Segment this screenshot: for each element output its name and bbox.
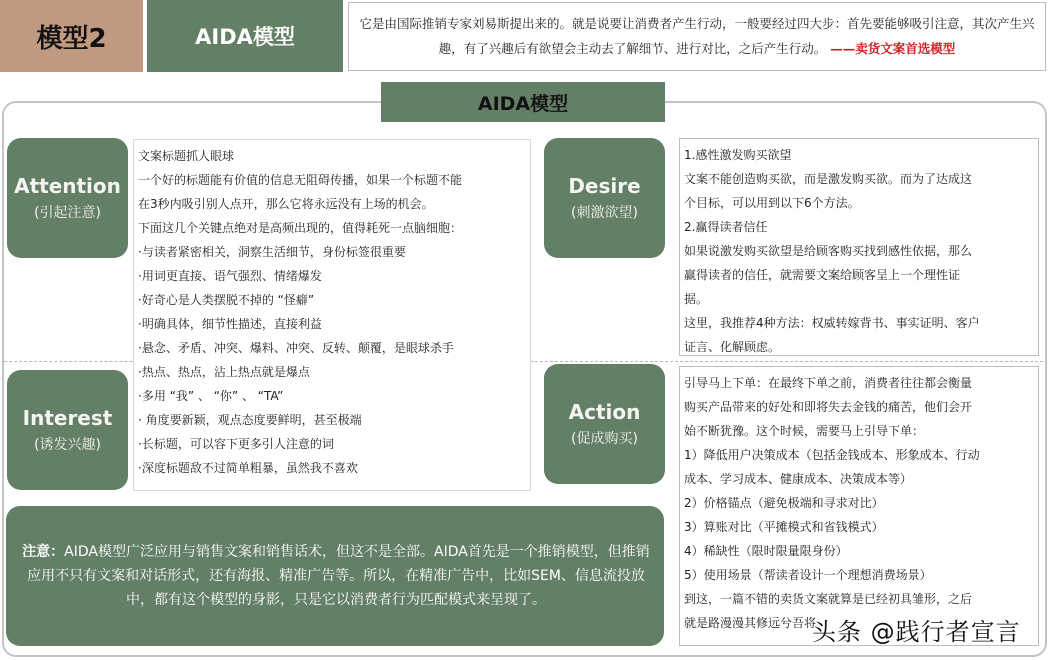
stage-action — [544, 364, 665, 484]
text-line: ·热点、热点，沾上热点就是爆点 — [138, 365, 310, 379]
text-line: 据。 — [684, 292, 709, 306]
stage-desire-en: Desire — [568, 174, 641, 198]
text-line: 赢得读者的信任，就需要文案给顾客呈上一个理性证 — [684, 268, 961, 282]
text-line: 到这，一篇不错的卖货文案就算是已经初具雏形，之后 — [684, 592, 973, 606]
text-line: 购买产品带来的好处和即将失去金钱的痛苦，他们会开 — [684, 400, 973, 414]
text-line: ·与读者紧密相关，洞察生活细节，身份标签很重要 — [138, 245, 406, 259]
stage-interest-cn: (诱发兴趣) — [34, 437, 101, 453]
text-line: 在3秒内吸引别人点开，那么它将永远没有上场的机会。 — [138, 197, 434, 211]
text-line: 3）算账对比（平摊模式和省钱模式） — [684, 520, 884, 534]
text-line: ·悬念、矛盾、冲突、爆料、冲突、反转、颠覆，是眼球杀手 — [138, 341, 454, 355]
text-line: ·多用 “我” 、 “你” 、 “TA” — [138, 389, 284, 403]
text-line: 下面这几个关键点绝对是高频出现的，值得耗死一点脑细胞： — [138, 221, 463, 235]
intro-box — [348, 2, 1046, 71]
stage-action-en: Action — [568, 400, 641, 424]
text-line: 1.感性激发购买欲望 — [684, 148, 792, 162]
text-line: ·深度标题敌不过简单粗暴，虽然我不喜欢 — [138, 461, 358, 475]
text-line: 1）降低用户决策成本（包括金钱成本、形象成本、行动 — [684, 448, 980, 462]
note-box — [6, 506, 664, 646]
stage-attention — [7, 138, 128, 258]
stage-desire-cn: (刺激欲望) — [571, 205, 638, 221]
text-line: 始不断犹豫。这个时候，需要马上引导下单： — [684, 424, 925, 438]
text-line: 2）价格锚点（避免极端和寻求对比） — [684, 496, 884, 510]
stage-action-cn: (促成购买) — [571, 431, 638, 447]
stage-interest — [7, 370, 128, 490]
text-line: 证言、化解顾虑。 — [684, 340, 781, 354]
text-line: 就是路漫漫其修远兮吾将 — [684, 616, 817, 630]
intro-slogan: ——卖货文案首选模型 — [830, 41, 956, 56]
text-line: 4）稀缺性（限时限量限身份） — [684, 544, 848, 558]
text-line: 文案标题抓人眼球 — [138, 149, 235, 163]
stage-attention-en: Attention — [14, 174, 121, 198]
attention-interest-text — [133, 139, 531, 491]
note-label: 注意： — [22, 544, 65, 560]
note-text: AIDA模型广泛应用与销售文案和销售话术，但这不是全部。AIDA首先是一个推销模型，但推销应用不只有文案和对话形式，还有海报、精准广告等。所以，在精准广告中，比如SEM、信息流投放中，都有这个模型的身影，只是它以消费者行为匹配模式来呈现了。 — [27, 544, 650, 608]
model-number-tag: 模型2 — [0, 0, 143, 72]
text-line: 个目标，可以用到以下6个方法。 — [684, 196, 860, 210]
text-line: 2.赢得读者信任 — [684, 220, 768, 234]
watermark: 头条 @践行者宣言 — [812, 618, 1021, 646]
text-line: 成本、学习成本、健康成本、决策成本等） — [684, 472, 913, 486]
stage-attention-cn: (引起注意) — [34, 205, 101, 221]
model-name-banner: AIDA模型 — [147, 0, 343, 72]
text-line: 一个好的标题能有价值的信息无阻碍传播，如果一个标题不能 — [138, 173, 463, 187]
desire-text — [679, 138, 1039, 356]
section-divider-right — [535, 361, 1043, 362]
action-text — [679, 366, 1039, 646]
text-line: 5）使用场景（帮读者设计一个理想消费场景） — [684, 568, 932, 582]
text-line: ·用词更直接、语气强烈、情绪爆发 — [138, 269, 322, 283]
text-line: ·好奇心是人类摆脱不掉的 “怪癖” — [138, 293, 315, 307]
stage-interest-en: Interest — [22, 406, 113, 430]
text-line: 如果说激发购买欲望是给顾客购买找到感性依据，那么 — [684, 244, 973, 258]
text-line: 文案不能创造购买欲，而是激发购买欲。而为了达成这 — [684, 172, 973, 186]
text-line: ·长标题，可以容下更多引人注意的词 — [138, 437, 334, 451]
text-line: · 角度要新颖，观点态度要鲜明，甚至极端 — [138, 413, 362, 427]
frame-title: AIDA模型 — [381, 82, 665, 122]
text-line: ·明确具体，细节性描述，直接利益 — [138, 317, 322, 331]
text-line: 这里，我推荐4种方法：权威转嫁背书、事实证明、客户 — [684, 316, 980, 330]
text-line: 引导马上下单：在最终下单之前，消费者往往都会衡量 — [684, 376, 973, 390]
stage-desire — [544, 138, 665, 258]
intro-text: 它是由国际推销专家刘易斯提出来的。就是说要让消费者产生行动，一般要经过四大步：首先要能够吸引注意，其次产生兴趣，有了兴趣后有欲望会主动去了解细节、进行对比，之后产生行动。 — [359, 16, 1035, 56]
